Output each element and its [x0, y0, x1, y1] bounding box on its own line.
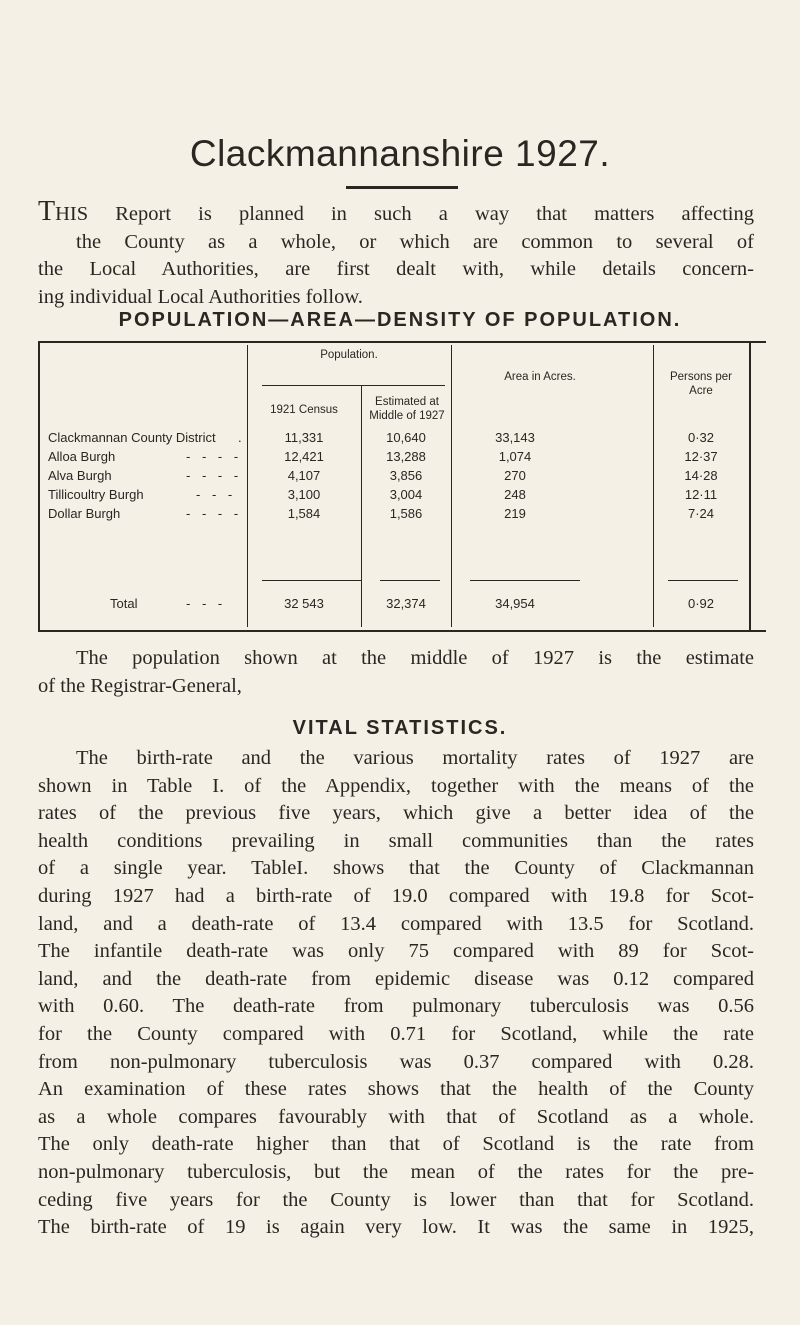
- row-name: Alloa Burgh: [48, 449, 116, 464]
- vital-line: during 1927 had a birth-rate of 19.0 compared with 19.8 for Scot-: [38, 884, 754, 907]
- intro-line: the Local Authorities, are first dealt with, while details concern-: [38, 258, 754, 281]
- cell-estimated: 13,288: [386, 449, 426, 464]
- cell-density: 7·24: [687, 506, 715, 521]
- cell-density: 12·11: [684, 487, 718, 502]
- vital-line: ceding five years for the County is lower than that for Scotland.: [38, 1188, 754, 1211]
- row-leader: .: [238, 430, 242, 445]
- cell-density: 12·37: [684, 449, 718, 464]
- vital-line: The only death-rate higher than that of Scotland is the rate from: [38, 1133, 754, 1156]
- cell-census: 3,100: [287, 487, 321, 502]
- header-density: Persons per Acre: [669, 371, 732, 397]
- note-line: The population shown at the middle of 1927 is the estimate: [76, 647, 754, 669]
- cell-area: 219: [504, 506, 526, 521]
- row-leader: - - - -: [186, 449, 243, 464]
- total-census: 32 543: [284, 596, 324, 611]
- intro-line: ing individual Local Authorities follow.: [38, 285, 363, 308]
- cell-estimated: 1,586: [389, 506, 423, 521]
- vital-line: land, and a death-rate of 13.4 compared with 13.5 for Scotland.: [38, 912, 754, 935]
- table-bottom-rule: [38, 630, 766, 632]
- intro-line: THIS Report is planned in such a way that matters affecting: [38, 196, 754, 227]
- section-heading-population: POPULATION—AREA—DENSITY OF POPULATION.: [118, 309, 682, 331]
- column-divider: [451, 345, 452, 627]
- cell-area: 270: [504, 468, 526, 483]
- intro-line: the County as a whole, or which are common to several of: [76, 230, 754, 253]
- population-header-rule: [262, 385, 445, 386]
- vital-line: The birth-rate of 19 is again very low. It was the same in 1925,: [38, 1216, 754, 1239]
- cell-density: 14·28: [684, 468, 718, 483]
- vital-line: The infantile death-rate was only 75 compared with 89 for Scot-: [38, 940, 754, 963]
- note-line: of the Registrar-General,: [38, 674, 242, 697]
- vital-line: as a whole compares favourably with that of Scotland as a whole.: [38, 1105, 754, 1128]
- vital-line: An examination of these rates shows that the health of the County: [38, 1078, 754, 1101]
- row-leader: - - -: [196, 487, 237, 502]
- page-title: Clackmannanshire 1927.: [189, 133, 611, 174]
- row-name: Alva Burgh: [48, 468, 112, 483]
- vital-line: from non-pulmonary tuberculosis was 0.37 compared with 0.28.: [38, 1050, 754, 1073]
- cell-density: 0·32: [687, 430, 715, 445]
- header-area: Area in Acres.: [504, 371, 576, 383]
- header-population: Population.: [320, 349, 378, 361]
- row-name: Clackmannan County District: [48, 430, 216, 445]
- header-estimated: Estimated at Middle of 1927: [369, 396, 445, 422]
- total-area: 34,954: [495, 596, 535, 611]
- total-rule: [262, 580, 362, 581]
- row-leader: - - - -: [186, 468, 243, 483]
- cell-estimated: 10,640: [386, 430, 426, 445]
- row-name: Dollar Burgh: [48, 506, 121, 521]
- row-name: Tillicoultry Burgh: [48, 487, 144, 502]
- cell-area: 248: [504, 487, 526, 502]
- total-estimated: 32,374: [386, 596, 426, 611]
- vital-line: with 0.60. The death-rate from pulmonary tuberculosis was 0.56: [38, 995, 754, 1018]
- column-divider: [653, 345, 654, 627]
- total-rule: [380, 580, 440, 581]
- total-label: Total: [110, 596, 138, 611]
- vital-line: health conditions prevailing in small communities than the rates: [38, 829, 754, 852]
- table-right-rule: [749, 343, 751, 630]
- total-rule: [470, 580, 580, 581]
- cell-census: 4,107: [287, 468, 321, 483]
- vital-line: of a single year. TableI. shows that the County of Clackmannan: [38, 857, 754, 880]
- vital-line: shown in Table I. of the Appendix, together with the means of the: [38, 774, 754, 797]
- row-leader: - - - -: [186, 506, 243, 521]
- vital-line: land, and the death-rate from epidemic disease was 0.12 compared: [38, 967, 754, 990]
- vital-line: rates of the previous five years, which give a better idea of the: [38, 802, 754, 825]
- cell-census: 11,331: [284, 430, 324, 445]
- table-top-rule: [38, 341, 766, 343]
- header-census-1921: 1921 Census: [270, 404, 338, 416]
- cell-estimated: 3,004: [389, 487, 423, 502]
- total-rule: [668, 580, 738, 581]
- population-note: [38, 645, 754, 700]
- drop-cap: T: [38, 196, 56, 227]
- vital-statistics-paragraph: [38, 745, 754, 1242]
- intro-paragraph: [38, 196, 754, 311]
- cell-area: 1,074: [498, 449, 532, 464]
- cell-estimated: 3,856: [389, 468, 423, 483]
- cell-area: 33,143: [495, 430, 535, 445]
- vital-line: The birth-rate and the various mortality rates of 1927 are: [76, 747, 754, 769]
- title-underline: [346, 186, 458, 189]
- cell-census: 12,421: [284, 449, 324, 464]
- table-left-rule: [38, 343, 40, 630]
- vital-line: for the County compared with 0.71 for Scotland, while the rate: [38, 1022, 754, 1045]
- section-heading-vital: VITAL STATISTICS.: [292, 717, 508, 739]
- total-density: 0·92: [687, 596, 715, 611]
- column-divider: [247, 345, 248, 627]
- vital-line: non-pulmonary tuberculosis, but the mean of the rates for the pre-: [38, 1160, 754, 1183]
- row-leader: - - -: [186, 596, 227, 611]
- cell-census: 1,584: [287, 506, 321, 521]
